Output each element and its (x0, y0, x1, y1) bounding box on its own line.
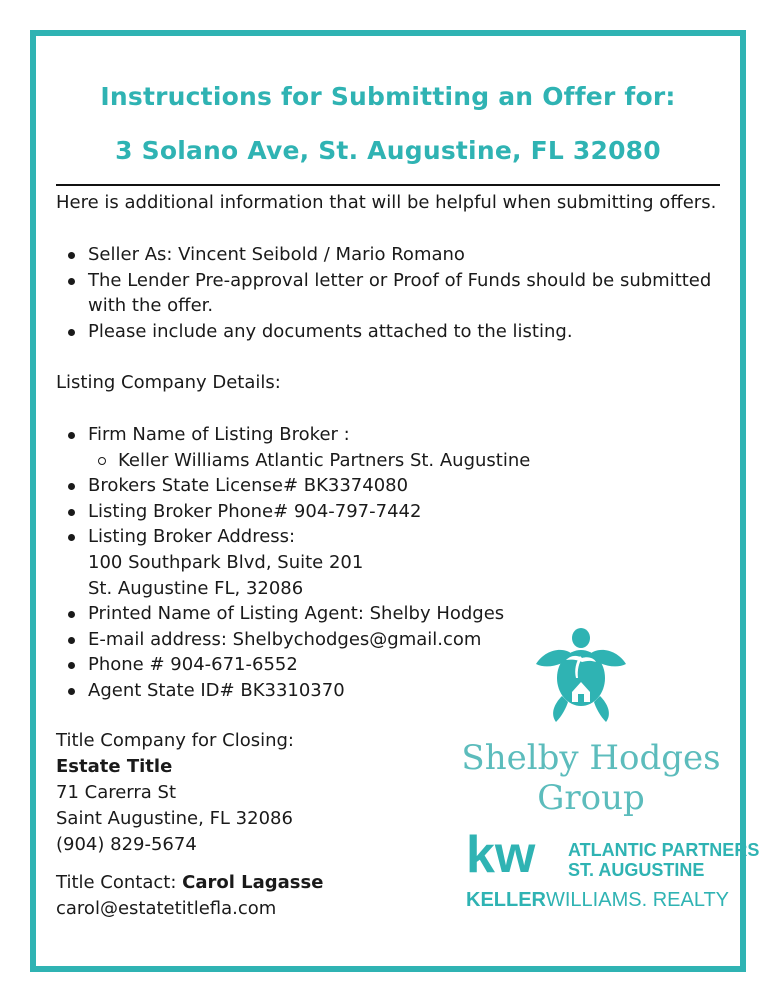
title-company-heading: Title Company for Closing: (56, 730, 294, 751)
broker-address-line2: St. Augustine FL, 32086 (88, 577, 304, 599)
list-item: Agent State ID# BK3310370 (56, 678, 530, 704)
kw-line1: ATLANTIC PARTNERS (568, 840, 760, 860)
listing-company-list (56, 422, 530, 704)
offer-instructions-list (56, 242, 711, 344)
title-contact-label: Title Contact: (56, 872, 183, 893)
intro-text: Here is additional information that will be helpful when submitting offers. (56, 192, 717, 213)
title-contact (56, 870, 323, 896)
title-contact-email: carol@estatetitlefla.com (56, 898, 277, 919)
list-item: Please include any documents attached to the listing. (56, 319, 711, 345)
title-company-city: Saint Augustine, FL 32086 (56, 808, 293, 829)
title-contact-name: Carol Lagasse (182, 872, 324, 893)
list-item: Phone # 904-671-6552 (56, 652, 530, 678)
page-border (30, 30, 760, 972)
list-item: Firm Name of Listing Broker : (56, 422, 530, 448)
sea-turtle-logo-icon (526, 626, 636, 726)
kw-line3-rest: WILLIAMS. REALTY (546, 889, 730, 911)
list-item (56, 524, 530, 601)
list-item-text-continued: with the offer. (88, 295, 214, 317)
title-company-street: 71 Carerra St (56, 782, 177, 803)
kw-line3 (466, 889, 729, 911)
group-name-line2: Group (537, 778, 645, 818)
group-name-line1: Shelby Hodges (461, 738, 721, 778)
title-company-phone: (904) 829-5674 (56, 834, 197, 855)
property-address-title: 3 Solano Ave, St. Augustine, FL 32080 (115, 136, 661, 165)
broker-address-label: Listing Broker Address: (88, 526, 296, 548)
keller-williams-logo-icon (456, 826, 760, 918)
kw-line2: ST. AUGUSTINE (568, 860, 705, 880)
list-item: Brokers State License# BK3374080 (56, 473, 530, 499)
list-item (56, 268, 711, 319)
list-item: Seller As: Vincent Seibold / Mario Romano (56, 242, 711, 268)
kw-line3-bold: KELLER (466, 889, 546, 911)
sub-list-item: Keller Williams Atlantic Partners St. Augustine (56, 448, 530, 474)
listing-company-heading: Listing Company Details: (56, 372, 281, 393)
list-item: E-mail address: Shelbychodges@gmail.com (56, 627, 530, 653)
list-item: Printed Name of Listing Agent: Shelby Hodges (56, 601, 530, 627)
list-item-text: The Lender Pre-approval letter or Proof of Funds should be submitted (88, 269, 712, 291)
title-company-name: Estate Title (56, 756, 173, 777)
page-title: Instructions for Submitting an Offer for: (100, 82, 676, 111)
broker-address-line1: 100 Southpark Blvd, Suite 201 (88, 551, 364, 573)
kw-mark: kw (466, 826, 536, 884)
title-divider (56, 184, 720, 186)
list-item: Listing Broker Phone# 904-797-7442 (56, 499, 530, 525)
